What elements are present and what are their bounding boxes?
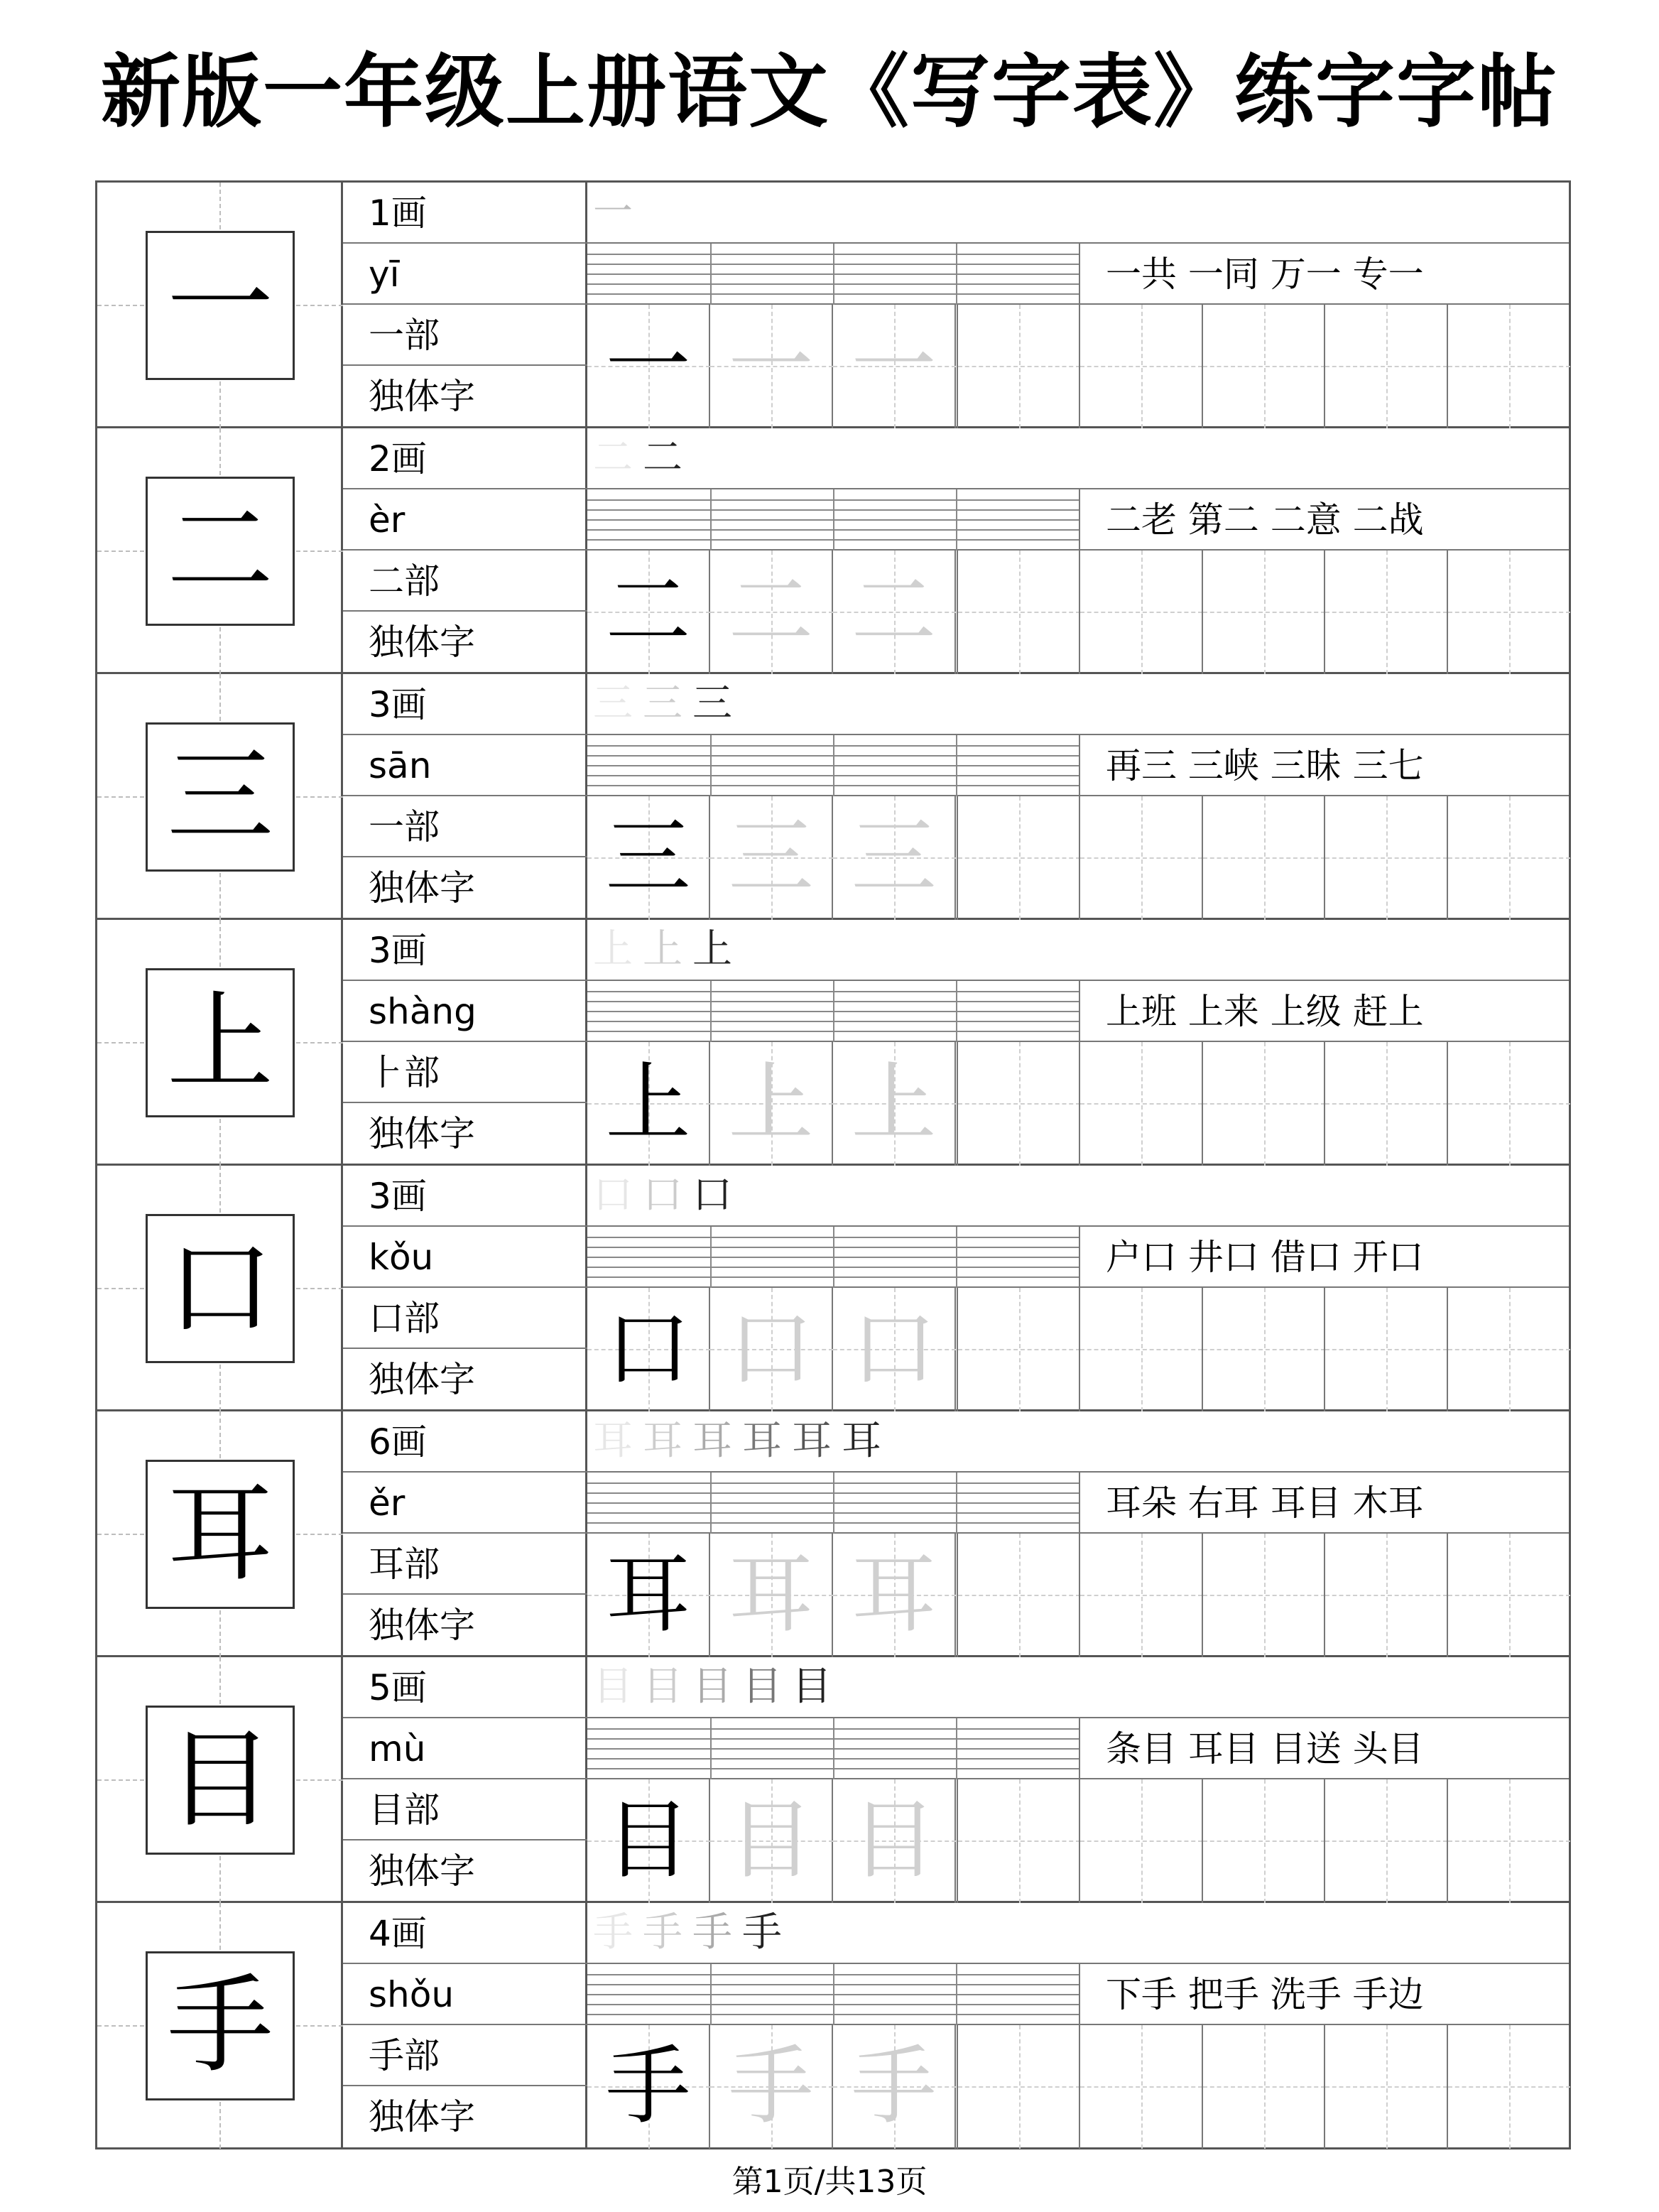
- big-char-cell: [97, 920, 343, 1166]
- trace-cell: 口: [710, 1288, 833, 1411]
- structure-type: 独体字: [369, 1359, 475, 1400]
- trace-cell: 目: [833, 1779, 956, 1903]
- char-block: [97, 1411, 1569, 1657]
- trace-cells: [587, 551, 957, 674]
- stroke-count: 1画: [343, 183, 587, 244]
- example-words: 下手 把手 洗手 手边: [1079, 1964, 1569, 2025]
- structure-type: 独体字: [369, 867, 475, 909]
- char-block: [97, 1657, 1569, 1903]
- stroke-step: 目: [643, 1664, 682, 1710]
- writing-cell[interactable]: [1447, 1534, 1569, 1657]
- trace-cells: [587, 1779, 957, 1903]
- page-number: 第1页/共13页: [731, 2164, 928, 2200]
- pinyin: ěr: [343, 1473, 587, 1534]
- char-info: [343, 1657, 587, 1903]
- radical: ⺊部: [343, 1042, 587, 1103]
- stroke-count: 3画: [343, 1166, 587, 1227]
- radical: 口部: [343, 1288, 587, 1349]
- char-info: [343, 674, 587, 920]
- writing-cell[interactable]: [1202, 1288, 1324, 1411]
- structure-type: 独体字: [369, 1850, 475, 1892]
- stroke-step: 目: [792, 1664, 832, 1710]
- radical: 手部: [343, 2025, 587, 2086]
- char-block: [97, 183, 1569, 428]
- char-info: [343, 1411, 587, 1657]
- trace-cell: 手: [833, 2025, 956, 2149]
- example-words: 再三 三峡 三昧 三七: [1079, 735, 1569, 796]
- stroke-step: 目: [742, 1664, 782, 1710]
- practice-area: [587, 183, 1569, 428]
- writing-cell[interactable]: [1447, 2025, 1569, 2149]
- writing-cell[interactable]: [957, 1288, 1079, 1411]
- stroke-step: 手: [742, 1909, 782, 1956]
- pinyin-practice-lines: [587, 1473, 1079, 1534]
- writing-cell[interactable]: [1324, 2025, 1446, 2149]
- trace-cell: 口: [833, 1288, 956, 1411]
- radical: 一部: [343, 796, 587, 857]
- trace-cells: [587, 2025, 957, 2149]
- big-char: 耳: [146, 1460, 295, 1609]
- stroke-order: [587, 920, 1569, 981]
- trace-cell: 手: [587, 2025, 710, 2149]
- pinyin: kǒu: [343, 1227, 587, 1288]
- trace-cell: 二: [710, 551, 833, 674]
- trace-cell: 三: [710, 796, 833, 920]
- big-char-cell: [97, 1903, 343, 2149]
- trace-cell: 耳: [710, 1534, 833, 1657]
- stroke-step: 上: [692, 926, 732, 972]
- stroke-step: 三: [692, 681, 732, 727]
- big-char: 二: [146, 477, 295, 626]
- stroke-order: [587, 183, 1569, 244]
- writing-grid: [957, 1534, 1569, 1657]
- stroke-step: 耳: [692, 1418, 732, 1464]
- writing-cell[interactable]: [1447, 1779, 1569, 1903]
- structure-type: 独体字: [369, 2096, 475, 2137]
- writing-cell[interactable]: [1447, 796, 1569, 920]
- writing-cell[interactable]: [1079, 796, 1201, 920]
- stroke-order: [587, 1166, 1569, 1227]
- char-block: [97, 1903, 1569, 2149]
- stroke-step: 一: [593, 189, 633, 235]
- stroke-step: 上: [593, 926, 633, 972]
- trace-cells: [587, 796, 957, 920]
- practice-area: [587, 674, 1569, 920]
- writing-cell[interactable]: [1447, 551, 1569, 674]
- stroke-step: 手: [593, 1909, 633, 1956]
- trace-cell: 三: [833, 796, 956, 920]
- writing-cell[interactable]: [1202, 551, 1324, 674]
- example-words: 一共 一同 万一 专一: [1079, 244, 1569, 305]
- stroke-step: 口: [643, 1172, 682, 1218]
- big-char-cell: [97, 1166, 343, 1411]
- trace-cell: 上: [587, 1042, 710, 1166]
- stroke-order: [587, 1657, 1569, 1718]
- writing-cell[interactable]: [1202, 2025, 1324, 2149]
- writing-cell[interactable]: [1324, 796, 1446, 920]
- example-words: 户口 井口 借口 开口: [1079, 1227, 1569, 1288]
- big-char: 三: [146, 722, 295, 872]
- char-info: [343, 428, 587, 674]
- writing-cell[interactable]: [1079, 1042, 1201, 1166]
- radical: 二部: [343, 551, 587, 612]
- pinyin-practice-lines: [587, 1964, 1079, 2025]
- trace-cells: [587, 1042, 957, 1166]
- big-char: 一: [146, 231, 295, 380]
- trace-cell: 二: [833, 551, 956, 674]
- trace-cell: 一: [833, 305, 956, 428]
- pinyin-practice-lines: [587, 981, 1079, 1042]
- practice-sheet: [95, 180, 1571, 2149]
- trace-cells: [587, 305, 957, 428]
- stroke-count: 3画: [343, 920, 587, 981]
- stroke-step: 口: [692, 1172, 732, 1218]
- char-info: [343, 1903, 587, 2149]
- trace-cell: 耳: [587, 1534, 710, 1657]
- writing-cell[interactable]: [957, 1042, 1079, 1166]
- char-block: [97, 1166, 1569, 1411]
- writing-cell[interactable]: [957, 2025, 1079, 2149]
- writing-cell[interactable]: [957, 1534, 1079, 1657]
- writing-cell[interactable]: [1324, 1042, 1446, 1166]
- big-char: 手: [146, 1951, 295, 2100]
- writing-cell[interactable]: [1447, 305, 1569, 428]
- stroke-count: 5画: [343, 1657, 587, 1718]
- writing-cell[interactable]: [957, 796, 1079, 920]
- stroke-order: [587, 674, 1569, 735]
- radical: 耳部: [343, 1534, 587, 1595]
- writing-cell[interactable]: [957, 1779, 1079, 1903]
- stroke-count: 3画: [343, 674, 587, 735]
- trace-cell: 目: [587, 1779, 710, 1903]
- stroke-count: 4画: [343, 1903, 587, 1964]
- stroke-count: 6画: [343, 1411, 587, 1473]
- writing-grid: [957, 1779, 1569, 1903]
- char-block: [97, 674, 1569, 920]
- stroke-step: 三: [593, 681, 633, 727]
- big-char: 目: [146, 1706, 295, 1855]
- pinyin-practice-lines: [587, 244, 1079, 305]
- example-words: 条目 耳目 目送 头目: [1079, 1718, 1569, 1779]
- char-block: [97, 428, 1569, 674]
- example-words: 二老 第二 二意 二战: [1079, 489, 1569, 551]
- writing-grid: [957, 2025, 1569, 2149]
- writing-cell[interactable]: [1447, 1288, 1569, 1411]
- pinyin: sān: [343, 735, 587, 796]
- stroke-order: [587, 428, 1569, 489]
- writing-cell[interactable]: [1079, 1779, 1201, 1903]
- char-block: [97, 920, 1569, 1166]
- writing-grid: [957, 796, 1569, 920]
- writing-grid: [957, 551, 1569, 674]
- structure-type: 独体字: [369, 1113, 475, 1154]
- big-char-cell: [97, 183, 343, 428]
- big-char-cell: [97, 1657, 343, 1903]
- pinyin: shǒu: [343, 1964, 587, 2025]
- writing-cell[interactable]: [1447, 1042, 1569, 1166]
- stroke-step: 耳: [593, 1418, 633, 1464]
- trace-cell: 上: [710, 1042, 833, 1166]
- stroke-order: [587, 1903, 1569, 1964]
- char-info: [343, 183, 587, 428]
- stroke-step: 上: [643, 926, 682, 972]
- stroke-step: 三: [643, 681, 682, 727]
- writing-cell[interactable]: [1324, 305, 1446, 428]
- char-info: [343, 1166, 587, 1411]
- writing-cell[interactable]: [1202, 305, 1324, 428]
- trace-cell: 耳: [833, 1534, 956, 1657]
- writing-cell[interactable]: [1202, 1042, 1324, 1166]
- big-char-cell: [97, 674, 343, 920]
- writing-cell[interactable]: [1324, 1779, 1446, 1903]
- writing-cell[interactable]: [957, 305, 1079, 428]
- practice-area: [587, 1903, 1569, 2149]
- trace-cell: 目: [710, 1779, 833, 1903]
- stroke-step: 口: [593, 1172, 633, 1218]
- trace-cell: 一: [587, 305, 710, 428]
- writing-cell[interactable]: [957, 551, 1079, 674]
- char-info: [343, 920, 587, 1166]
- pinyin-practice-lines: [587, 489, 1079, 551]
- trace-cell: 手: [710, 2025, 833, 2149]
- practice-area: [587, 1166, 1569, 1411]
- structure-type: 独体字: [369, 622, 475, 663]
- pinyin-practice-lines: [587, 1227, 1079, 1288]
- big-char-cell: [97, 1411, 343, 1657]
- writing-cell[interactable]: [1324, 1288, 1446, 1411]
- practice-area: [587, 1657, 1569, 1903]
- pinyin-practice-lines: [587, 1718, 1079, 1779]
- big-char-cell: [97, 428, 343, 674]
- big-char: 口: [146, 1214, 295, 1363]
- example-words: 上班 上来 上级 赶上: [1079, 981, 1569, 1042]
- stroke-order: [587, 1411, 1569, 1473]
- writing-cell[interactable]: [1324, 551, 1446, 674]
- trace-cells: [587, 1534, 957, 1657]
- pinyin: mù: [343, 1718, 587, 1779]
- writing-grid: [957, 1288, 1569, 1411]
- stroke-step: 目: [692, 1664, 732, 1710]
- stroke-step: 手: [643, 1909, 682, 1956]
- pinyin-practice-lines: [587, 735, 1079, 796]
- writing-cell[interactable]: [1202, 1534, 1324, 1657]
- practice-area: [587, 428, 1569, 674]
- stroke-count: 2画: [343, 428, 587, 489]
- writing-cell[interactable]: [1079, 305, 1201, 428]
- trace-cells: [587, 1288, 957, 1411]
- stroke-step: 耳: [842, 1418, 881, 1464]
- writing-grid: [957, 305, 1569, 428]
- writing-grid: [957, 1042, 1569, 1166]
- writing-cell[interactable]: [1202, 796, 1324, 920]
- example-words: 耳朵 右耳 耳目 木耳: [1079, 1473, 1569, 1534]
- pinyin: shàng: [343, 981, 587, 1042]
- pinyin: yī: [343, 244, 587, 305]
- stroke-step: 手: [692, 1909, 732, 1956]
- big-char: 上: [146, 968, 295, 1117]
- practice-area: [587, 1411, 1569, 1657]
- writing-cell[interactable]: [1079, 551, 1201, 674]
- trace-cell: 一: [710, 305, 833, 428]
- structure-type: 独体字: [369, 376, 475, 417]
- writing-cell[interactable]: [1079, 1288, 1201, 1411]
- stroke-step: 耳: [742, 1418, 782, 1464]
- radical: 目部: [343, 1779, 587, 1840]
- stroke-step: 二: [593, 435, 633, 481]
- writing-cell[interactable]: [1079, 1534, 1201, 1657]
- practice-area: [587, 920, 1569, 1166]
- structure-type: 独体字: [369, 1605, 475, 1646]
- stroke-step: 目: [593, 1664, 633, 1710]
- writing-cell[interactable]: [1079, 2025, 1201, 2149]
- stroke-step: 二: [643, 435, 682, 481]
- stroke-step: 耳: [792, 1418, 832, 1464]
- trace-cell: 三: [587, 796, 710, 920]
- trace-cell: 二: [587, 551, 710, 674]
- writing-cell[interactable]: [1324, 1534, 1446, 1657]
- page-title: 新版一年级上册语文《写字表》练字字帖: [101, 46, 1558, 139]
- trace-cell: 口: [587, 1288, 710, 1411]
- stroke-step: 耳: [643, 1418, 682, 1464]
- writing-cell[interactable]: [1202, 1779, 1324, 1903]
- trace-cell: 上: [833, 1042, 956, 1166]
- pinyin: èr: [343, 489, 587, 551]
- radical: 一部: [343, 305, 587, 366]
